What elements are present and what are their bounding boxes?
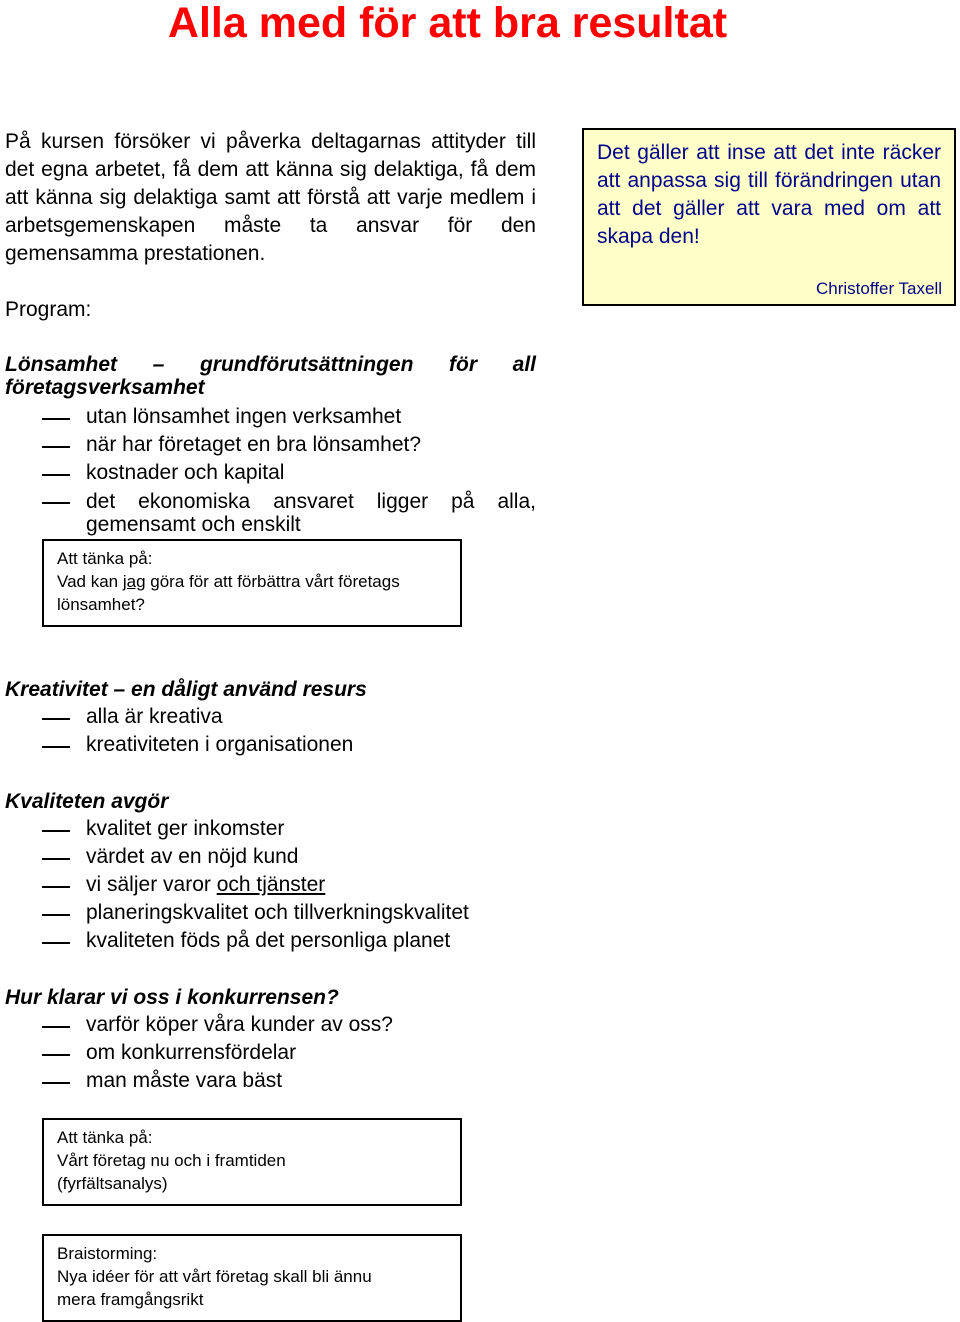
- box-text: Vad kan jag göra för att förbättra vårt företags lönsamhet?: [57, 572, 400, 614]
- list-item: planeringskvalitet och tillverkningskvalitet: [86, 901, 469, 924]
- list-item: kostnader och kapital: [86, 461, 285, 484]
- list-item: utan lönsamhet ingen verksamhet: [86, 405, 402, 428]
- box-line: Nya idéer för att vårt företag skall bli ännu: [57, 1267, 372, 1286]
- section-title: Lönsamhet – grundförutsättningen för all företagsverksamhet: [5, 353, 536, 399]
- quote-text: Det gäller att inse att det inte räcker att anpassa sig till förändringen utan att det gäller att vara med om att skapa den!: [597, 141, 941, 248]
- section-kvaliteten: [5, 790, 536, 955]
- box-heading: Braistorming:: [57, 1244, 158, 1263]
- box-line: mera framgångsrikt: [57, 1290, 204, 1309]
- list-item: kvalitet ger inkomster: [86, 817, 285, 840]
- list-item: kreativiteten i organisationen: [86, 733, 354, 756]
- intro-paragraph: På kursen försöker vi påverka deltagarnas attityder till det egna arbetet, få dem att känna sig delaktiga, få dem att känna sig delaktiga samt att förstå att varje medlem i arbetsgemenskapen måste ta ansvar för den gemensamma prestationen.: [5, 130, 536, 265]
- section-title: Kreativitet – en dåligt använd resurs: [5, 678, 367, 701]
- list-item: man måste vara bäst: [86, 1069, 283, 1092]
- box-heading: Att tänka på:: [57, 1128, 153, 1147]
- list-item: om konkurrensfördelar: [86, 1041, 297, 1064]
- list-item: varför köper våra kunder av oss?: [86, 1013, 393, 1036]
- list-item: kvaliteten föds på det personliga planet: [86, 929, 451, 952]
- list-item: det ekonomiska ansvaret ligger på alla, gemensamt och enskilt: [86, 490, 536, 536]
- section-lonsamhet: [5, 353, 536, 536]
- brainstorming-box: [42, 1234, 462, 1322]
- box-heading: Att tänka på:: [57, 549, 153, 568]
- section-kreativitet: [5, 678, 536, 759]
- page-title: Alla med för att bra resultat: [167, 0, 728, 47]
- bullet-list: [5, 403, 536, 536]
- bullet-list: [5, 703, 536, 759]
- program-label: Program:: [5, 298, 92, 321]
- section-konkurrensen: [5, 986, 536, 1095]
- section-title: Hur klarar vi oss i konkurrensen?: [5, 986, 339, 1009]
- bullet-list: [5, 1011, 536, 1095]
- section-title: Kvaliteten avgör: [5, 790, 169, 813]
- quote-box: [582, 128, 956, 306]
- list-item: värdet av en nöjd kund: [86, 845, 299, 868]
- think-box-framtiden: [42, 1118, 462, 1206]
- box-line: Vårt företag nu och i framtiden: [57, 1151, 286, 1170]
- list-item: alla är kreativa: [86, 705, 223, 728]
- think-box-lonsamhet: [42, 539, 462, 627]
- list-item: när har företaget en bra lönsamhet?: [86, 433, 422, 456]
- bullet-list: [5, 815, 536, 955]
- quote-author: Christoffer Taxell: [816, 279, 942, 298]
- list-item: vi säljer varor och tjänster: [86, 873, 326, 896]
- box-line: (fyrfältsanalys): [57, 1174, 168, 1193]
